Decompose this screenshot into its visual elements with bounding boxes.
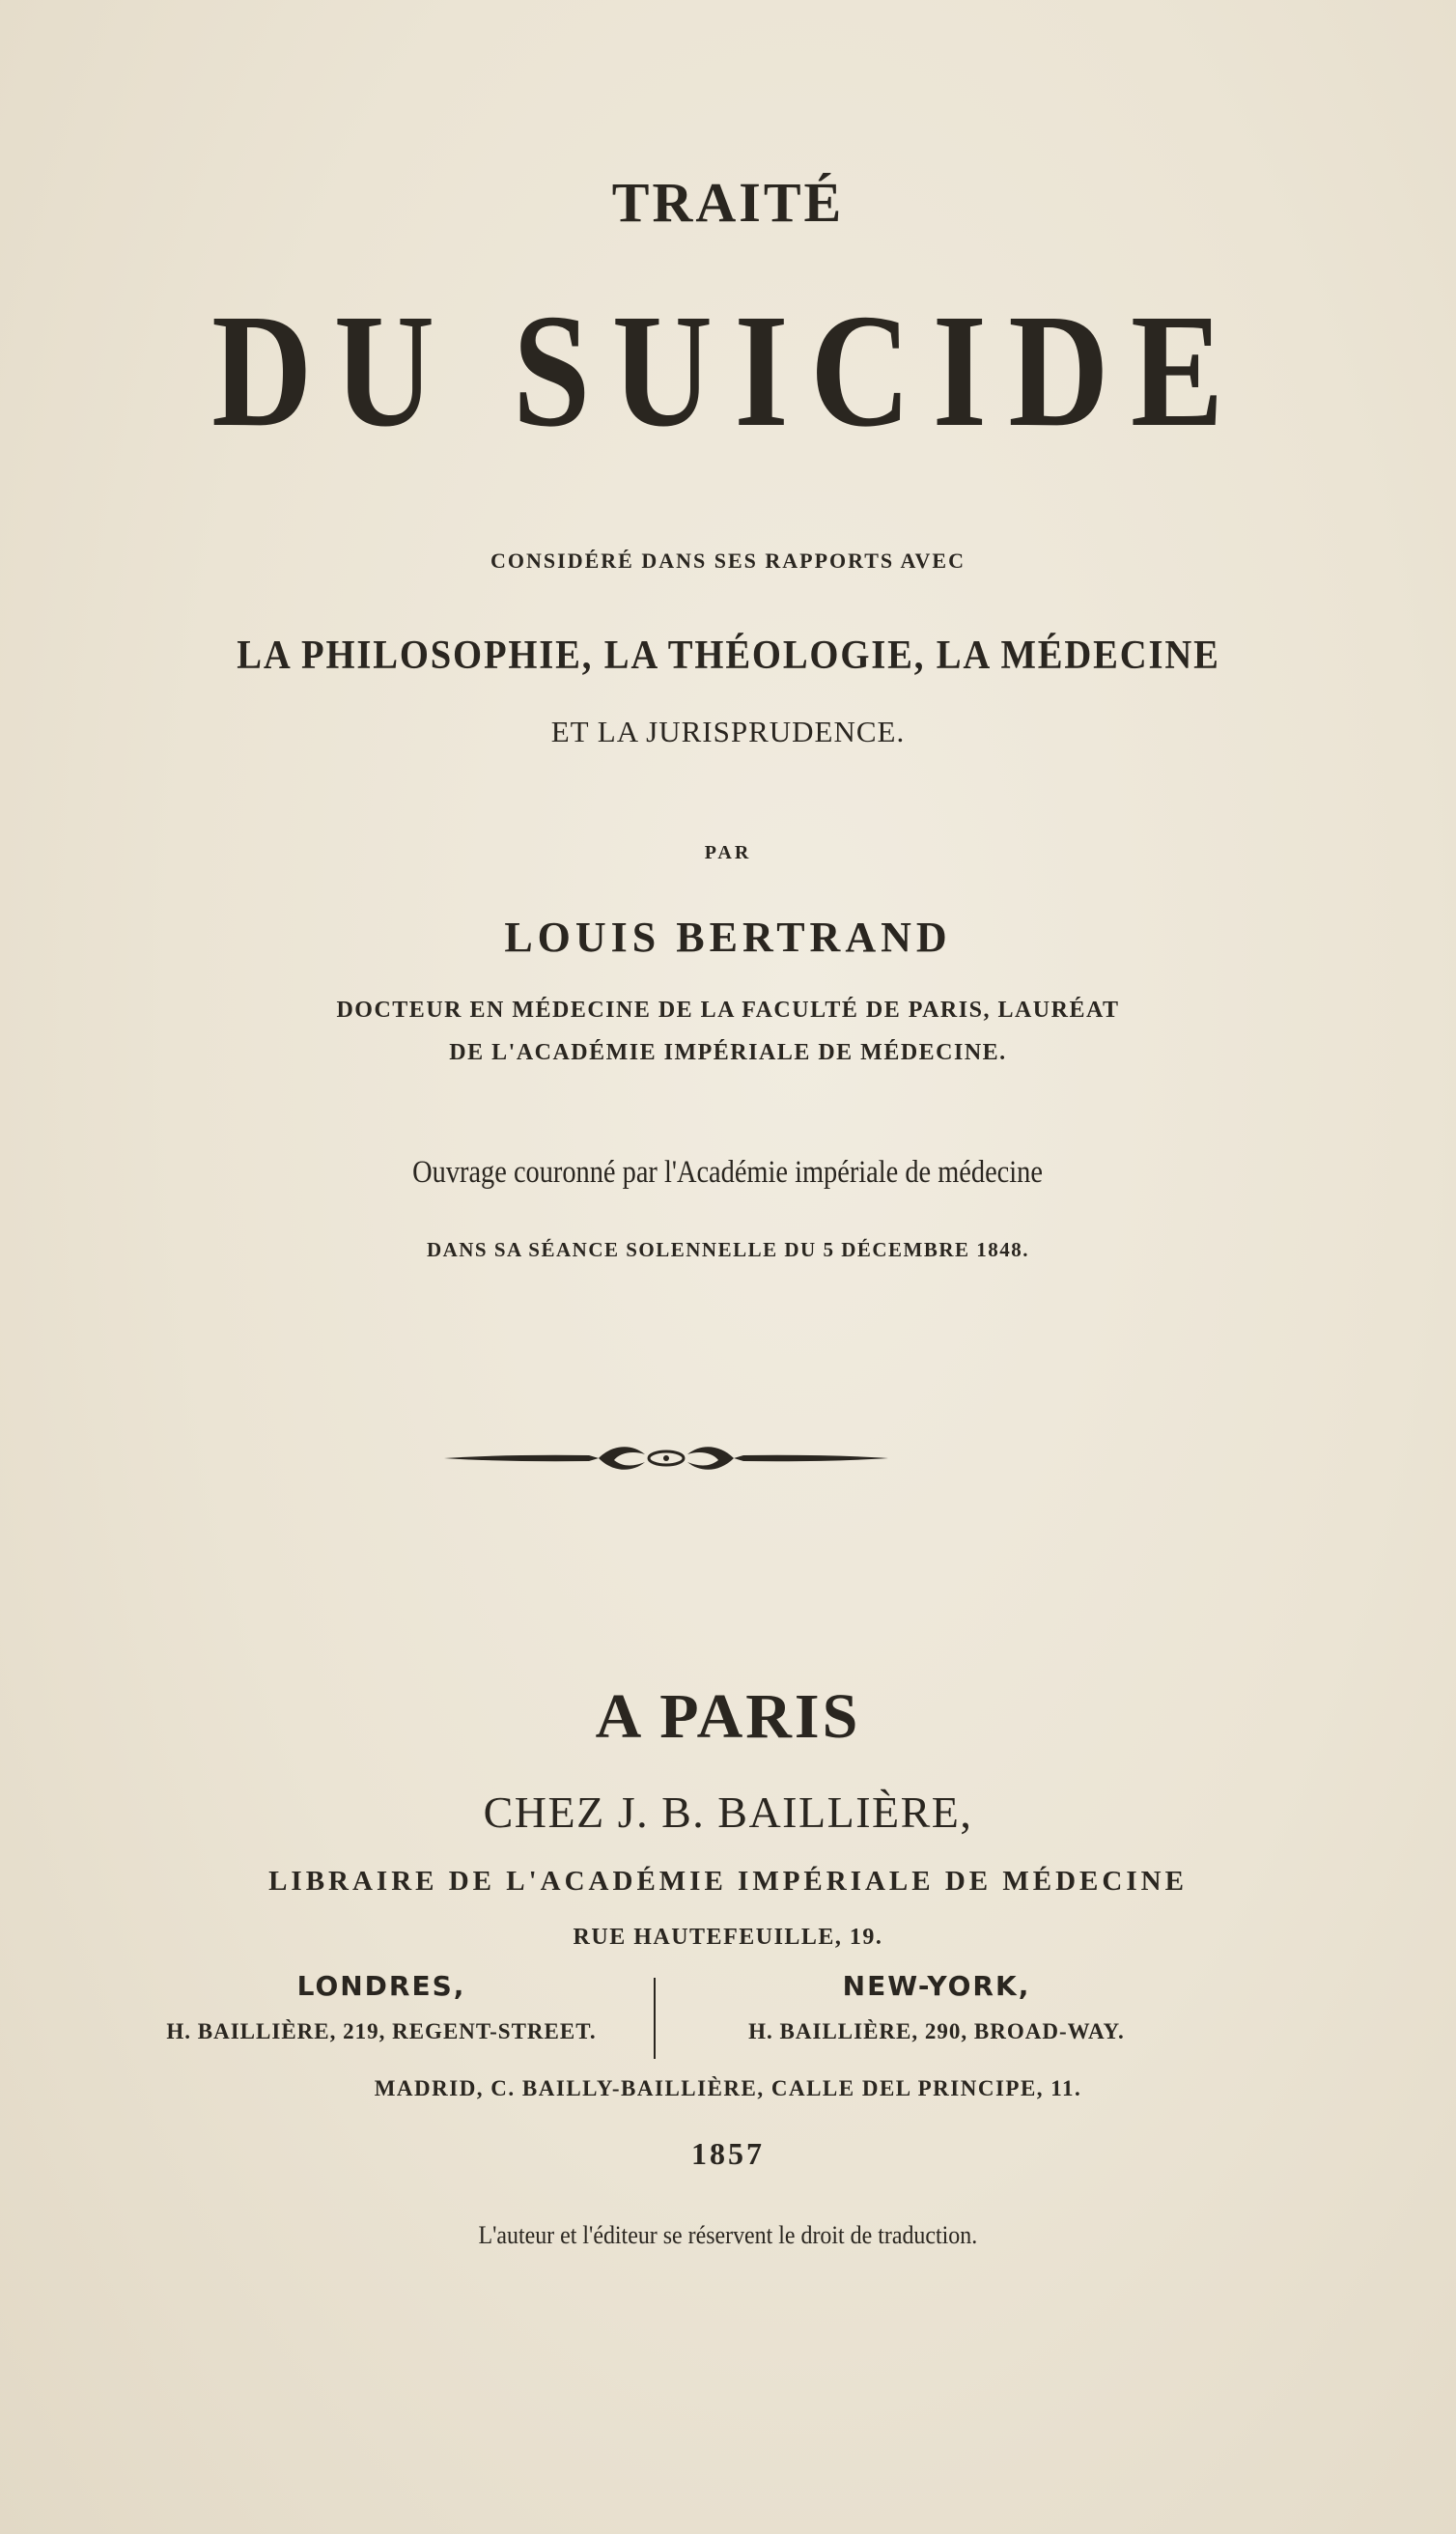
author-credentials (0, 989, 1456, 1074)
newyork-heading: NEW-YORK, (842, 1970, 1031, 2002)
column-divider (654, 1978, 656, 2059)
subtitle-jurisprudence: ET LA JURISPRUDENCE. (550, 715, 906, 748)
main-title-text: DU SUICIDE (210, 281, 1246, 461)
award-statement (0, 1155, 1456, 1191)
newyork-address: H. BAILLIÈRE, 290, BROAD-WAY. (748, 2019, 1125, 2043)
rights-notice (0, 2221, 1456, 2250)
imprint-city: A PARIS (595, 1681, 861, 1752)
imprint-london (116, 1970, 647, 2044)
credentials-line-2: DE L'ACADÉMIE IMPÉRIALE DE MÉDECINE. (449, 1040, 1007, 1065)
imprint-newyork (666, 1970, 1207, 2044)
publication-year: 1857 (691, 2136, 765, 2171)
award-session: DANS SA SÉANCE SOLENNELLE DU 5 DÉCEMBRE 1848. (426, 1238, 1030, 1261)
london-heading: LONDRES, (296, 1970, 466, 2002)
subtitle-considere: CONSIDÉRÉ DANS SES RAPPORTS AVEC (490, 549, 966, 573)
imprint-madrid: MADRID, C. BAILLY-BAILLIÈRE, CALLE DEL PRINCIPE, 11. (374, 2076, 1082, 2100)
main-title (0, 281, 1456, 461)
author-name: LOUIS BERTRAND (504, 914, 952, 961)
credentials-line-1: DOCTEUR EN MÉDECINE DE LA FACULTÉ DE PARIS, LAURÉAT (336, 998, 1120, 1023)
ornament-divider-icon (444, 1439, 888, 1478)
rights-text: L'auteur et l'éditeur se réservent le droit de traduction. (478, 2221, 978, 2249)
subtitle-disciplines-text: LA PHILOSOPHIE, LA THÉOLOGIE, LA MÉDECINE (236, 634, 1220, 678)
by-label: PAR (704, 842, 752, 863)
imprint-address: RUE HAUTEFEUILLE, 19. (573, 1925, 883, 1950)
imprint-publisher: CHEZ J. B. BAILLIÈRE, (483, 1788, 973, 1837)
subtitle-disciplines (0, 633, 1456, 679)
london-address: H. BAILLIÈRE, 219, REGENT-STREET. (166, 2019, 597, 2043)
title-traite: TRAITÉ (611, 171, 845, 234)
award-text: Ouvrage couronné par l'Académie impériale de médecine (412, 1155, 1044, 1190)
imprint-libraire: LIBRAIRE DE L'ACADÉMIE IMPÉRIALE DE MÉDECINE (268, 1866, 1188, 1897)
